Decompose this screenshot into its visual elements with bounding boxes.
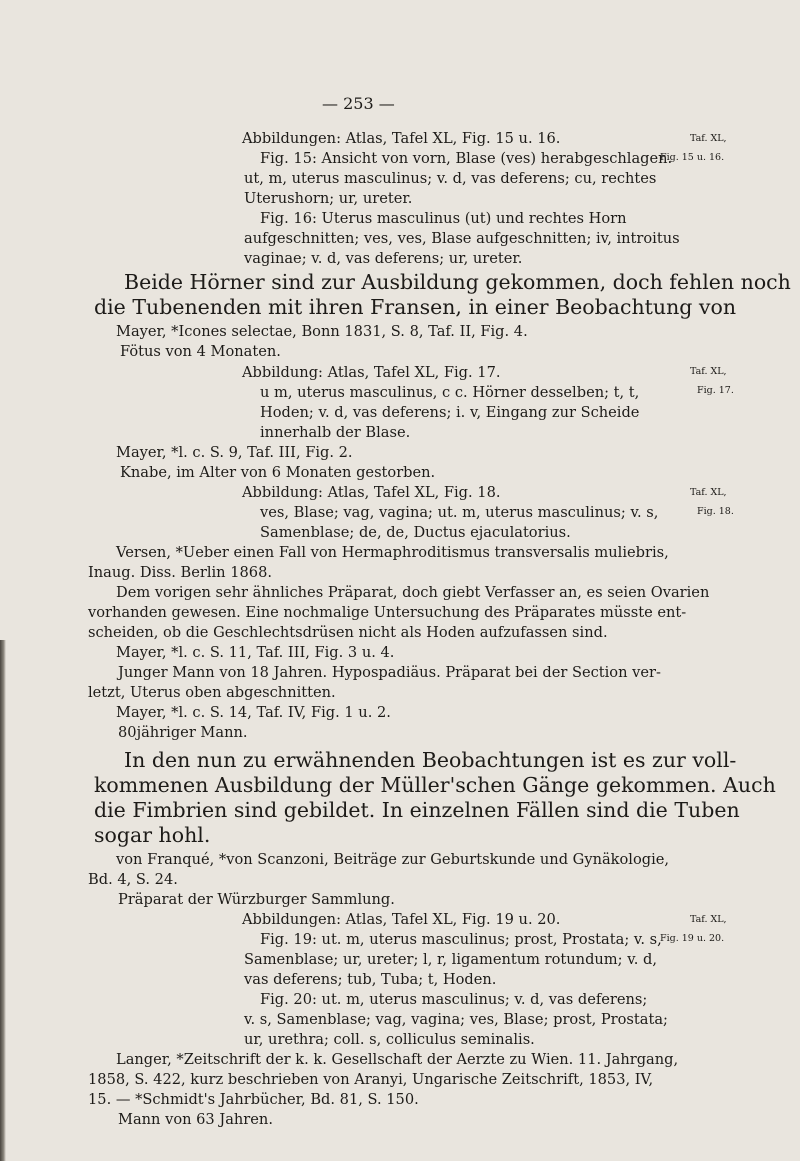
text-line: Fig. 16: Uterus masculinus (ut) und rechtes Horn <box>260 210 627 227</box>
paragraph-line-large: Beide Hörner sind zur Ausbildung gekommen, doch fehlen noch <box>124 270 791 294</box>
margin-note: Taf. XL, <box>690 914 727 925</box>
text-line: Samenblase; ur, ureter; l, r, ligamentum rotundum; v. d, <box>244 951 657 968</box>
text-line: u m, uterus masculinus, c c. Hörner desselben; t, t, <box>260 384 640 401</box>
margin-note: Taf. XL, <box>690 133 727 144</box>
paragraph-line-large: die Tubenenden mit ihren Fransen, in einer Beobachtung von <box>94 295 737 319</box>
text-line: von Franqué, *von Scanzoni, Beiträge zur Geburtskunde und Gynäkologie, <box>116 851 670 868</box>
text-line: 1858, S. 422, kurz beschrieben von Aranyi, Ungarische Zeitschrift, 1853, IV, <box>88 1071 654 1088</box>
text-line: vas deferens; tub, Tuba; t, Hoden. <box>244 971 497 988</box>
text-line: Knabe, im Alter von 6 Monaten gestorben. <box>120 464 436 481</box>
text-line: v. s, Samenblase; vag, vagina; ves, Blase; prost, Prostata; <box>244 1011 668 1028</box>
text-line: Mayer, *l. c. S. 9, Taf. III, Fig. 2. <box>116 444 353 461</box>
margin-note: Fig. 17. <box>697 385 734 396</box>
text-line: scheiden, ob die Geschlechtsdrüsen nicht als Hoden aufzufassen sind. <box>88 624 608 641</box>
page-edge-shadow <box>0 640 6 1161</box>
text-line: innerhalb der Blase. <box>260 424 411 441</box>
text-line: Mann von 63 Jahren. <box>118 1111 273 1128</box>
text-line: vorhanden gewesen. Eine nochmalige Untersuchung des Präparates müsste ent- <box>88 604 687 621</box>
text-line: Abbildungen: Atlas, Tafel XL, Fig. 19 u. 20. <box>242 911 561 928</box>
text-line: Bd. 4, S. 24. <box>88 871 178 888</box>
text-line: Fötus von 4 Monaten. <box>120 343 281 360</box>
text-line: Abbildung: Atlas, Tafel XL, Fig. 17. <box>242 364 501 381</box>
text-line: Dem vorigen sehr ähnliches Präparat, doch giebt Verfasser an, es seien Ovarien <box>116 584 710 601</box>
text-line: Samenblase; de, de, Ductus ejaculatorius. <box>260 524 571 541</box>
paragraph-line-large: kommenen Ausbildung der Müller'schen Gänge gekommen. Auch <box>94 773 776 797</box>
margin-note: Fig. 19 u. 20. <box>660 933 725 944</box>
paragraph-line-large: sogar hohl. <box>94 823 211 847</box>
text-line: Mayer, *l. c. S. 11, Taf. III, Fig. 3 u. 4. <box>116 644 395 661</box>
text-line: ves, Blase; vag, vagina; ut. m, uterus masculinus; v. s, <box>260 504 659 521</box>
text-line: aufgeschnitten; ves, ves, Blase aufgeschnitten; iv, introitus <box>244 230 680 247</box>
margin-note: Fig. 18. <box>697 506 734 517</box>
text-line: Fig. 15: Ansicht von vorn, Blase (ves) herabgeschlagen. <box>260 150 673 167</box>
text-line: Abbildungen: Atlas, Tafel XL, Fig. 15 u. 16. <box>242 130 561 147</box>
text-line: Mayer, *l. c. S. 14, Taf. IV, Fig. 1 u. 2. <box>116 704 391 721</box>
text-line: 80jähriger Mann. <box>118 724 248 741</box>
text-line: Fig. 19: ut. m, uterus masculinus; prost, Prostata; v. s, <box>260 931 662 948</box>
text-line: Langer, *Zeitschrift der k. k. Gesellschaft der Aerzte zu Wien. 11. Jahrgang, <box>116 1051 679 1068</box>
text-line: Uterushorn; ur, ureter. <box>244 190 413 207</box>
text-line: 15. — *Schmidt's Jahrbücher, Bd. 81, S. 150. <box>88 1091 419 1108</box>
margin-note: Taf. XL, <box>690 487 727 498</box>
text-line: Hoden; v. d, vas deferens; i. v, Eingang zur Scheide <box>260 404 640 421</box>
page-number: — 253 — <box>322 94 395 113</box>
paragraph-line-large: In den nun zu erwähnenden Beobachtungen ist es zur voll- <box>124 748 737 772</box>
text-line: vaginae; v. d, vas deferens; ur, ureter. <box>244 250 523 267</box>
margin-note: Fig. 15 u. 16. <box>660 152 725 163</box>
text-line: Junger Mann von 18 Jahren. Hypospadiäus. Präparat bei der Section ver- <box>118 664 661 681</box>
text-line: Abbildung: Atlas, Tafel XL, Fig. 18. <box>242 484 501 501</box>
text-line: Inaug. Diss. Berlin 1868. <box>88 564 272 581</box>
margin-note: Taf. XL, <box>690 366 727 377</box>
text-line: Fig. 20: ut. m, uterus masculinus; v. d, vas deferens; <box>260 991 648 1008</box>
text-line: ur, urethra; coll. s, colliculus seminalis. <box>244 1031 535 1048</box>
text-line: Präparat der Würzburger Sammlung. <box>118 891 395 908</box>
text-line: ut, m, uterus masculinus; v. d, vas deferens; cu, rechtes <box>244 170 657 187</box>
text-line: letzt, Uterus oben abgeschnitten. <box>88 684 336 701</box>
text-line: Mayer, *Icones selectae, Bonn 1831, S. 8, Taf. II, Fig. 4. <box>116 323 528 340</box>
text-line: Versen, *Ueber einen Fall von Hermaphroditismus transversalis muliebris, <box>116 544 669 561</box>
paragraph-line-large: die Fimbrien sind gebildet. In einzelnen Fällen sind die Tuben <box>94 798 740 822</box>
